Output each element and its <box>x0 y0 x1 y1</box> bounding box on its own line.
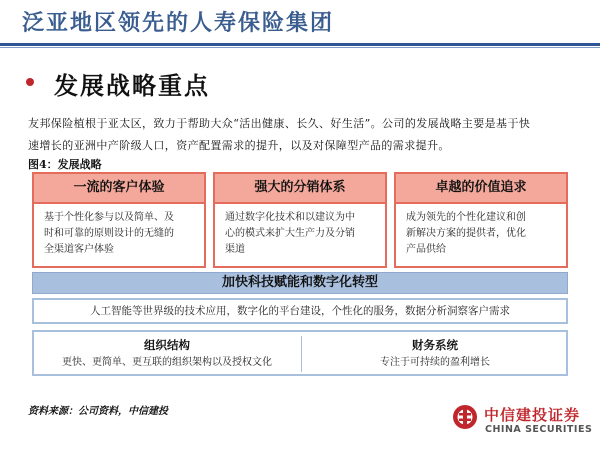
logo-name-cn: 中信建投证券 <box>484 406 581 424</box>
section-title: 发展战略重点 <box>54 71 210 100</box>
intro-line-2: 速增长的亚洲中产阶级人口，资产配置需求的提升，以及对保障型产品的需求提升。 <box>28 139 450 152</box>
card-value-pursuit <box>394 172 568 268</box>
logo-name-en: CHINA SECURITIES <box>485 424 593 435</box>
card-line: 新解决方案的提供者，优化 <box>406 228 526 239</box>
card-line: 成为领先的个性化建议和创 <box>406 212 526 223</box>
title-bar <box>0 0 600 42</box>
page-title: 泛亚地区领先的人寿保险集团 <box>22 10 335 36</box>
card-title: 一流的客户体验 <box>34 174 204 204</box>
pillar-title: 财务系统 <box>412 338 458 352</box>
section-bullet-icon <box>26 78 34 86</box>
card-line: 渠道 <box>225 244 245 255</box>
pillar-text: 专注于可持续的盈利增长 <box>380 357 490 368</box>
card-line: 产品供给 <box>406 244 446 255</box>
card-distribution <box>213 172 387 268</box>
card-title: 强大的分销体系 <box>215 174 385 204</box>
pillar-organization <box>36 336 298 372</box>
card-body <box>34 204 204 258</box>
card-line: 时和可靠的原则设计的无缝的 <box>44 228 174 239</box>
pillar-text: 更快、更简单、更互联的组织架构以及授权文化 <box>62 357 272 368</box>
company-logo <box>452 402 594 442</box>
tech-description-box: 人工智能等世界级的技术应用，数字化的平台建设，个性化的服务，数据分析洞察客户需求 <box>32 298 568 324</box>
tech-transformation-bar: 加快科技赋能和数字化转型 <box>32 272 568 294</box>
title-underline <box>0 43 600 46</box>
source-note: 资料来源：公司资料，中信建投 <box>28 406 168 417</box>
card-line: 心的模式来扩大生产力及分销 <box>225 228 355 239</box>
pillar-finance <box>304 336 566 372</box>
pillar-title: 组织结构 <box>144 338 190 352</box>
figure-label: 图4：发展战略 <box>28 158 102 171</box>
title-underline-thin <box>0 47 600 48</box>
pillar-divider <box>301 336 302 372</box>
card-title: 卓越的价值追求 <box>396 174 566 204</box>
citic-logo-icon <box>452 404 478 430</box>
card-line: 通过数字化技术和以建议为中 <box>225 212 355 223</box>
intro-paragraph <box>28 113 576 157</box>
intro-line-1: 友邦保险植根于亚太区，致力于帮助大众“活出健康、长久、好生活”。公司的发展战略主要是基于快 <box>28 117 531 130</box>
bottom-pillars <box>32 330 568 376</box>
card-line: 全渠道客户体验 <box>44 244 114 255</box>
card-body <box>396 204 566 258</box>
card-customer-experience <box>32 172 206 268</box>
card-line: 基于个性化参与以及简单、及 <box>44 212 174 223</box>
card-body <box>215 204 385 258</box>
